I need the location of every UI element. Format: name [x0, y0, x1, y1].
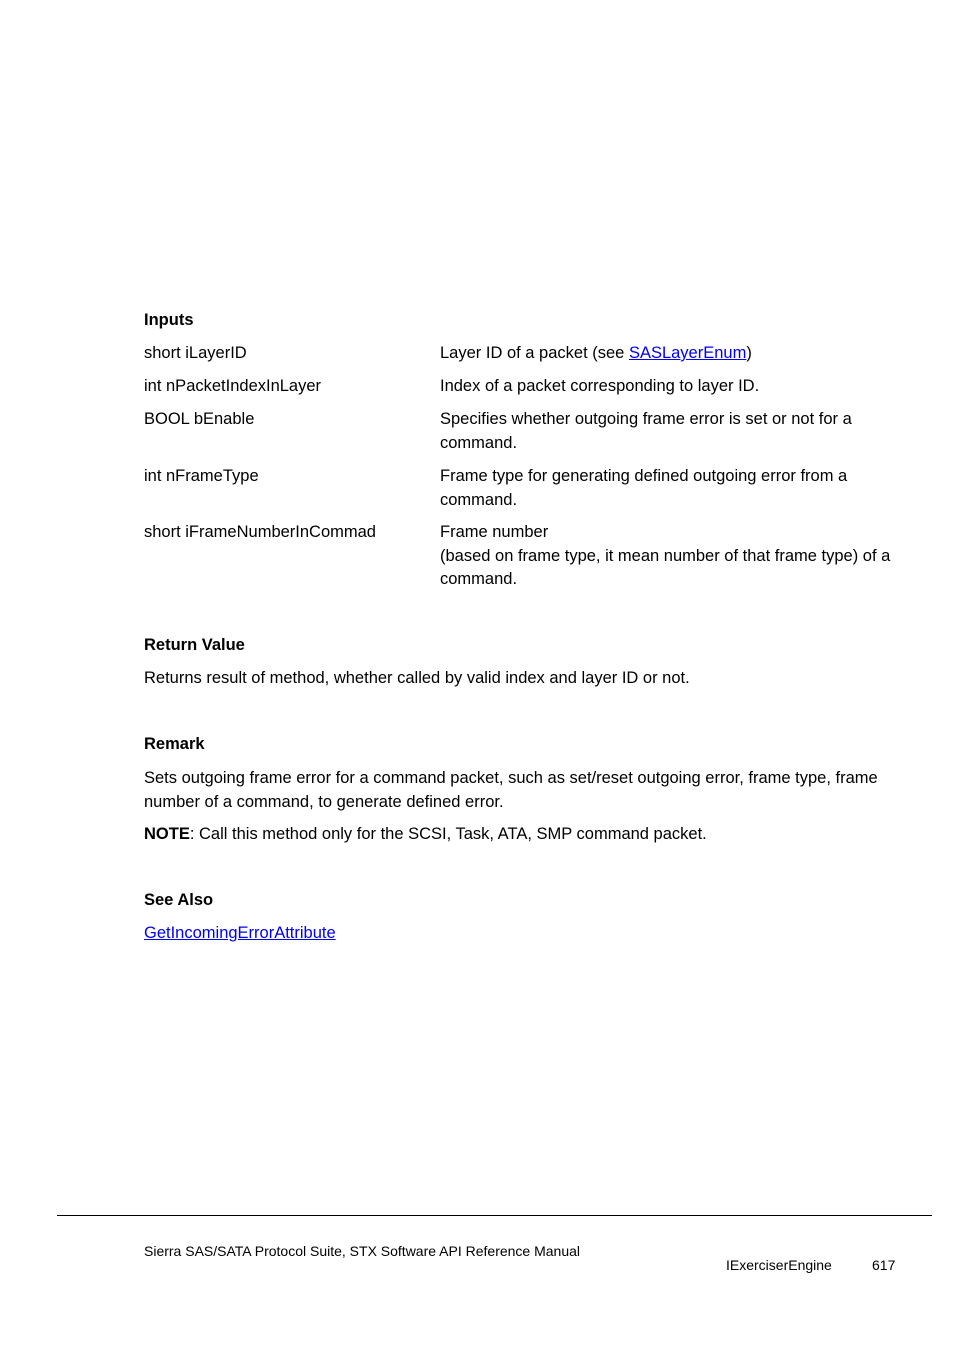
param-description: Specifies whether outgoing frame error is set or not for a command. — [440, 410, 852, 452]
footer-divider — [57, 1215, 932, 1216]
getincomingerrorattribute-link[interactable]: GetIncomingErrorAttribute — [144, 924, 336, 942]
param-name: BOOL bEnable — [144, 410, 255, 428]
footer-page-number: 617 — [872, 1257, 896, 1273]
note-label: NOTE — [144, 825, 190, 843]
see-also-heading: See Also — [144, 891, 214, 909]
return-value-text: Returns result of method, whether called by valid index and layer ID or not. — [144, 669, 690, 687]
param-description — [440, 342, 910, 366]
param-description-text: ) — [746, 344, 752, 362]
see-also-links — [144, 922, 904, 946]
param-description: Index of a packet corresponding to layer ID. — [440, 377, 760, 395]
saslayerenum-link[interactable]: SASLayerEnum — [628, 344, 747, 362]
note-text: : Call this method only for the SCSI, Task, ATA, SMP command packet. — [189, 825, 707, 843]
param-name: short iLayerID — [144, 344, 247, 362]
param-description-line: Frame number — [440, 523, 549, 541]
param-description-line: (based on frame type, it mean number of that frame type) of a command. — [440, 546, 891, 588]
footer-section: IExerciserEngine — [726, 1257, 832, 1273]
remark-text: Sets outgoing frame error for a command packet, such as set/reset outgoing error, frame type, frame number of a command, to generate defined error. — [144, 769, 878, 811]
footer-manual-title: Sierra SAS/SATA Protocol Suite, STX Software API Reference Manual — [144, 1243, 581, 1259]
inputs-heading: Inputs — [144, 311, 194, 329]
remark-note — [144, 823, 904, 847]
remark-heading: Remark — [144, 735, 205, 753]
param-name: int nPacketIndexInLayer — [144, 377, 322, 395]
return-value-heading: Return Value — [144, 636, 245, 654]
param-description — [440, 521, 910, 592]
param-name: int nFrameType — [144, 467, 259, 485]
param-description: Frame type for generating defined outgoing error from a command. — [440, 467, 848, 509]
param-description-text: Layer ID of a packet (see — [440, 344, 629, 362]
param-name: short iFrameNumberInCommad — [144, 523, 376, 541]
